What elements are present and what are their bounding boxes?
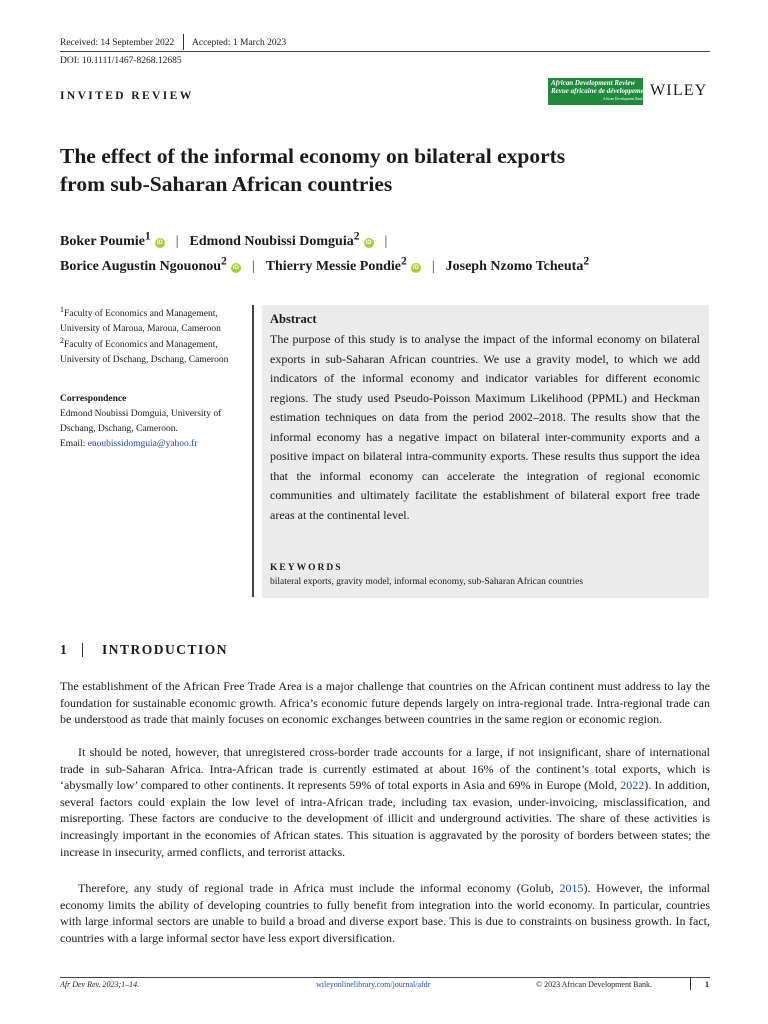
author-name[interactable]: Boker Poumie$^1$: [60, 229, 151, 249]
orcid-icon[interactable]: iD: [365, 239, 372, 246]
intro-paragraph: It should be noted, however, that unregistered cross-border trade accounts for a large, if not insignificant, share of international trade in sub-Saharan Africa. Intra-African trade is currently estimated at about 16% of the continent’s total exports, which is ‘abysmally low’ compared to other continents. It represents 59% of total exports in Asia and 69% in Europe (Mold, 2022). In addition, several factors could explain the low level of intra-African trade, including tax evasion, under-invoicing, misclassification, and misreporting. These factors are conducive to the development of illicit and underground activities. The share of these activities is increasingly important in the economies of African states. This situation is aggravated by the porosity of borders between states; the increase in insecurity, armed conflicts, and terrorist attacks.: [60, 745, 710, 859]
orcid-icon[interactable]: iD: [156, 239, 163, 246]
author-name[interactable]: Joseph Nzomo Tcheuta$^2$: [445, 254, 590, 274]
journal-logo-bank: African Development Bank Banque Africaine de Développement: [603, 97, 697, 101]
footer-rule: [60, 977, 710, 978]
correspondence-heading: Correspondence: [60, 394, 127, 404]
accepted-date: Accepted: 1 March 2023: [192, 38, 287, 48]
author-name[interactable]: Borice Augustin Ngouonou$^2$: [60, 254, 227, 274]
section-divider: [82, 643, 83, 657]
citation-link[interactable]: 2015: [559, 881, 584, 895]
author-affiliation-sup: 2: [353, 229, 360, 242]
author-separator: |: [384, 233, 388, 249]
correspondence: [60, 392, 250, 452]
page-number: 1: [705, 980, 709, 989]
header-rule: [60, 51, 710, 52]
keywords-heading: KEYWORDS: [270, 563, 343, 573]
author-affiliation-sup: 2: [401, 254, 407, 267]
author-name[interactable]: Edmond Noubissi Domguia$^2$: [189, 229, 360, 249]
author-separator: |: [175, 233, 179, 249]
title-line-2: from sub-Saharan African countries: [60, 172, 393, 196]
abstract-text: The purpose of this study is to analyse the impact of the informal economy on bilateral exports in sub-Saharan African countries. We use a gravity model, to which we add indicators of the informal economy and indicator variables for different economic regions. The study used Pseudo-Poisson Maximum Likelihood (PPML) and Heckman estimation techniques on data from the period 2002–2018. The results show that the informal economy has a negative impact on bilateral inter-community exports and a positive impact on bilateral intra-community exports. These results thus support the idea that the informal economy can accelerate the integration of regional economic communities and ultimately facilitate the establishment of bilateral export free trade areas at the continental level.: [270, 332, 700, 522]
footer-journal: Afr Dev Rev. 2023;1–14.: [60, 980, 140, 989]
affiliation-1: [60, 302, 248, 337]
affiliation-sup: 1: [60, 305, 64, 314]
orcid-icon[interactable]: iD: [412, 264, 419, 271]
author-separator: |: [251, 258, 255, 274]
author-affiliation-sup: 2: [221, 254, 227, 267]
author-affiliation-sup: 1: [144, 229, 151, 242]
affiliation-sup: 2: [60, 336, 64, 345]
received-date: Received: 14 September 2022: [60, 38, 175, 48]
authors-line-2: [60, 254, 589, 275]
intro-paragraph: The establishment of the African Free Trade Area is a major challenge that countries on the African continent must address to lay the foundation for sustainable economic growth. Africa’s economic future depends largely on intra-regional trade. Intra-regional trade can be understood as trade that mainly focuses on economic exchanges between countries in the same region or economic region.: [60, 679, 710, 727]
keywords-list: bilateral exports, gravity model, informal economy, sub-Saharan African countries: [270, 577, 584, 587]
section-title: INTRODUCTION: [102, 642, 229, 657]
author-separator: |: [431, 258, 435, 274]
intro-paragraph: Therefore, any study of regional trade in Africa must include the informal economy (Golub, 2015). However, the informal economy limits the ability of developing countries to fully benefit from integration into the world economy. In particular, countries with large informal sectors are unable to build a broad and diverse export base. This is due to constraints on business growth. In fact, countries with a large informal sector have less export diversification.: [60, 881, 711, 945]
section-number: 1: [60, 642, 67, 657]
journal-logo-subtitle: Revue africaine de développement: [551, 87, 650, 95]
affiliation-text: Faculty of Economics and Management, University of Dschang, Dschang, Cameroon: [60, 340, 229, 366]
column-divider: [252, 305, 254, 597]
abstract-heading: Abstract: [270, 312, 317, 326]
journal-logo-name: African Development Review: [551, 79, 635, 87]
footer-divider: [690, 978, 691, 990]
affiliation-2: [60, 333, 248, 368]
publisher-logo[interactable]: WILEY: [650, 82, 708, 99]
header-divider: [183, 34, 184, 50]
email-link[interactable]: enoubissidomguia@yahoo.fr: [87, 439, 198, 449]
affiliation-text: Faculty of Economics and Management, University of Maroua, Maroua, Cameroon: [60, 309, 221, 335]
footer-copyright: © 2023 African Development Bank.: [536, 980, 653, 989]
footer-url-link[interactable]: wileyonlinelibrary.com/journal/afdr: [316, 980, 431, 989]
email-label: Email:: [60, 439, 86, 449]
authors-line-1: [60, 229, 398, 250]
correspondence-address: Edmond Noubissi Domguia, University of Dschang, Dschang, Cameroon.: [60, 409, 222, 434]
author-affiliation-sup: 2: [583, 254, 590, 267]
title-line-1: The effect of the informal economy on bilateral exports: [60, 144, 566, 168]
orcid-icon[interactable]: iD: [232, 264, 239, 271]
author-name[interactable]: Thierry Messie Pondie$^2$: [265, 254, 407, 274]
article-type: INVITED REVIEW: [60, 90, 194, 102]
citation-link[interactable]: 2022: [620, 778, 645, 793]
doi: DOI: 10.1111/1467-8268.12685: [60, 56, 182, 66]
article-title: [60, 142, 700, 198]
